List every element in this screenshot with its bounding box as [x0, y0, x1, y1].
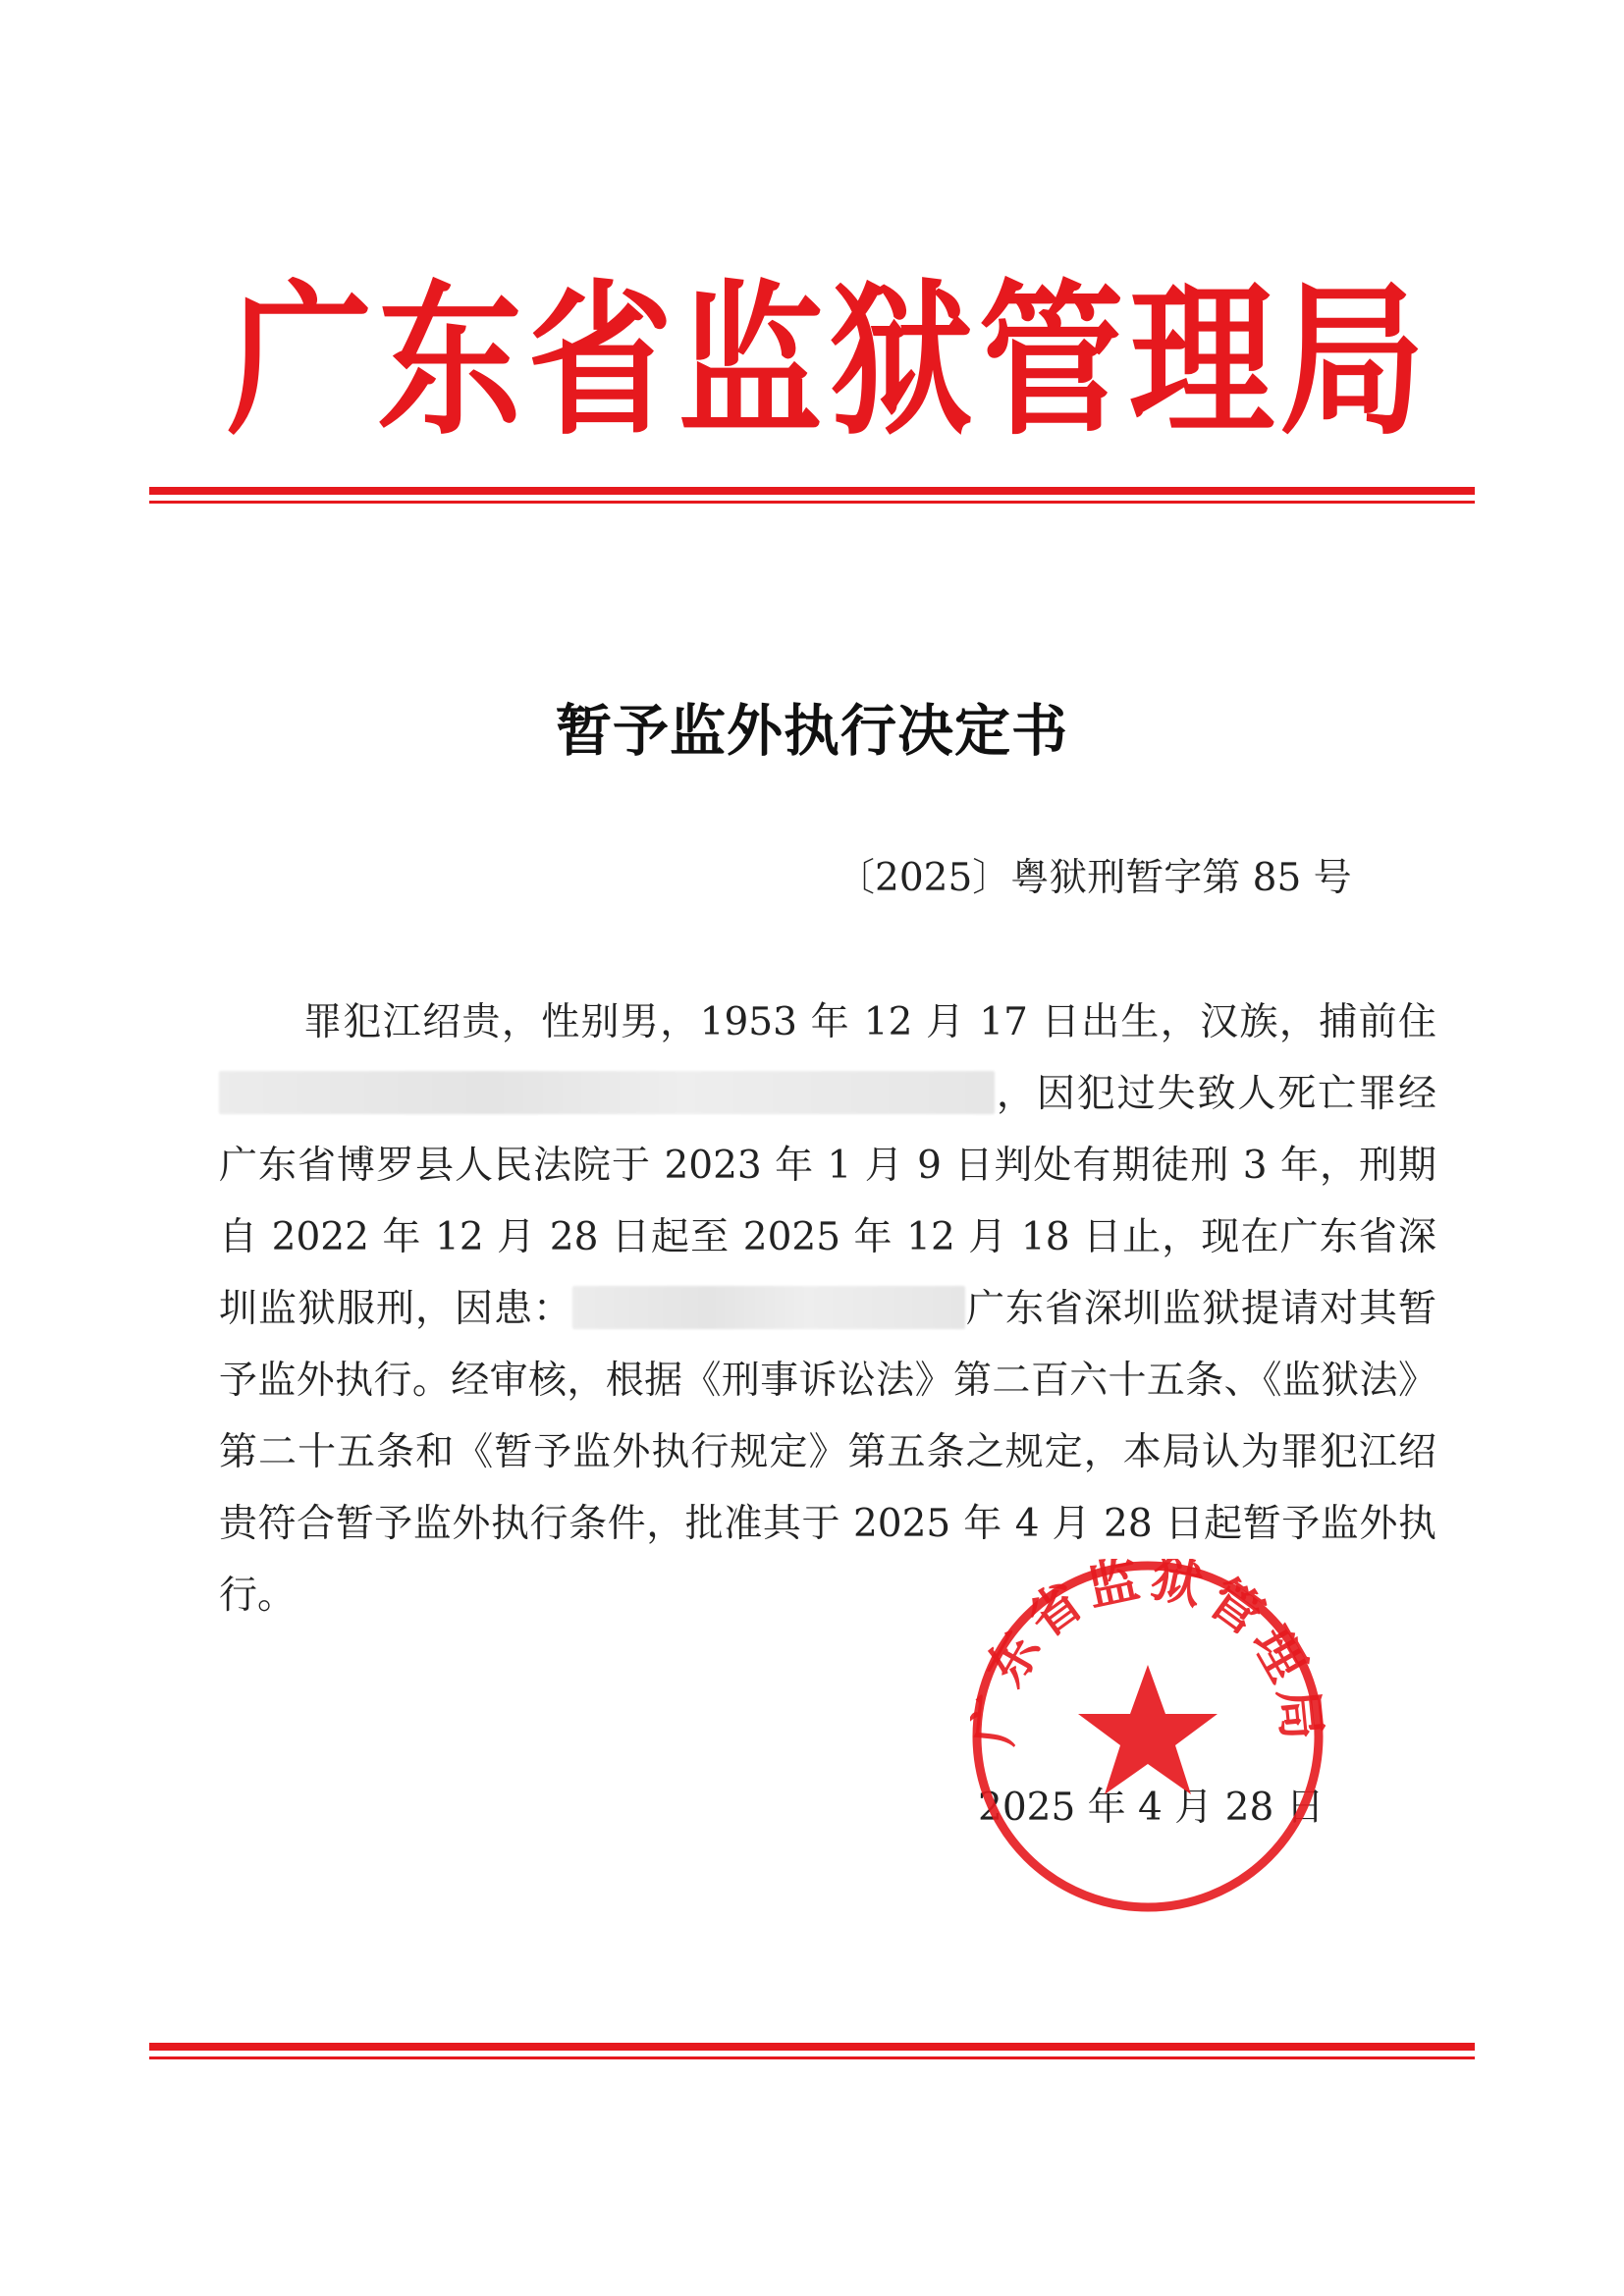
document-number: 〔2025〕粤狱刑暂字第 85 号: [837, 856, 1352, 900]
seal-graphic: [970, 1559, 1326, 1914]
footer-rule-thin: [149, 2056, 1475, 2059]
redacted-illness: [572, 1286, 965, 1329]
letterhead-rule-thick: [149, 487, 1475, 495]
seal-text: 东省监狱管理: [975, 1559, 1321, 1696]
footer-rule-thick: [149, 2043, 1475, 2051]
official-seal: [970, 1559, 1326, 1914]
letterhead-title: 广东省监狱管理局: [227, 265, 1431, 457]
redacted-address: [219, 1071, 995, 1114]
body-text-part2: ，因犯过失致人死亡罪经广东省博罗县人民法院于 2023 年 1 月 9 日判处有期徒刑 3 年，刑期自 2022 年 12 月 28 日起至 2025 年 12 月 18 日止，现在广东省深圳监狱服刑，因患：: [219, 1072, 1436, 1331]
signing-date: 2025 年 4 月 28 日: [978, 1786, 1325, 1830]
document-title: 暂予监外执行决定书: [556, 698, 1068, 764]
body-paragraph: [219, 987, 1436, 1631]
star-icon: [1078, 1665, 1218, 1794]
body-text-part3: 广东省深圳监狱提请对其暂予监外执行。经审核，根据《刑事诉讼法》第二百六十五条、《监狱法》第二十五条和《暂予监外执行规定》第五条之规定，本局认为罪犯江绍贵符合暂予监外执行条件，批准其于 2025 年 4 月 28 日起暂予监外执行。: [219, 1287, 1436, 1618]
document-body: [219, 987, 1436, 1631]
body-text-part1: 罪犯江绍贵，性别男，1953 年 12 月 17 日出生，汉族，捕前住: [303, 1000, 1436, 1044]
letterhead-rule-thin: [149, 501, 1475, 504]
